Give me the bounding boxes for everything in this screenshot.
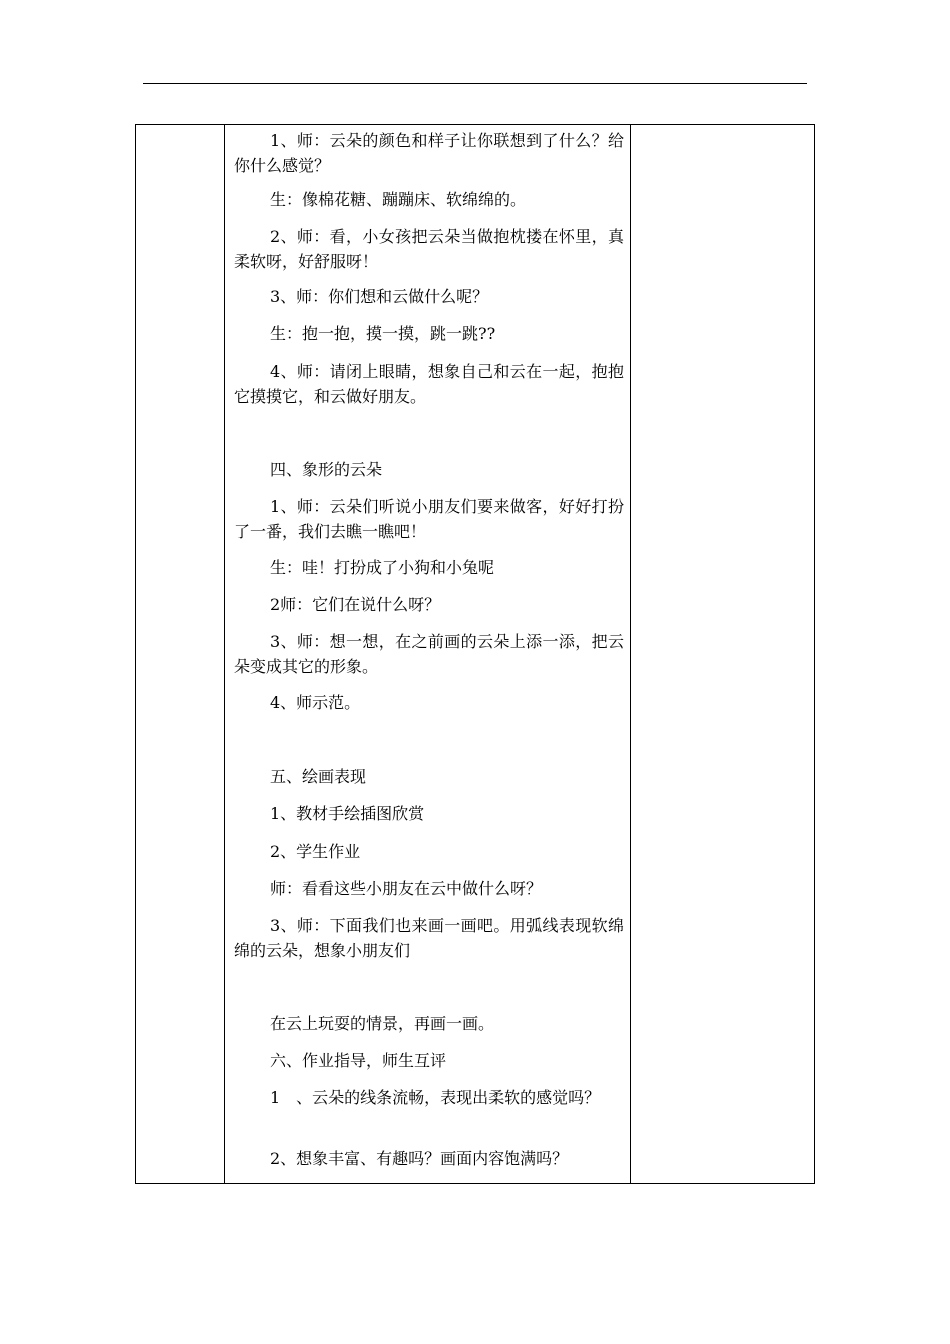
paragraph: 师：看看这些小朋友在云中做什么呀？ — [270, 879, 543, 898]
paragraph: 1、教材手绘插图欣赏 — [270, 804, 425, 823]
paragraph: 在云上玩耍的情景，再画一画。 — [270, 1014, 495, 1033]
paragraph: 4、师示范。 — [270, 693, 361, 712]
paragraph: 生：抱一抱，摸一摸，跳一跳?? — [270, 324, 496, 343]
paragraph: 3、师：你们想和云做什么呢？ — [270, 287, 489, 306]
paragraph: 生：哇！打扮成了小狗和小兔呢 — [270, 558, 495, 577]
section-heading: 五、绘画表现 — [270, 767, 367, 786]
paragraph: 2、想象丰富、有趣吗？画面内容饱满吗？ — [270, 1149, 569, 1168]
paragraph: 1 、云朵的线条流畅，表现出柔软的感觉吗？ — [270, 1088, 601, 1107]
column-divider-left — [224, 125, 225, 1183]
paragraph: 3、师：下面我们也来画一画吧。用弧线表现软绵绵的云朵，想象小朋友们 — [234, 916, 624, 960]
section-heading: 四、象形的云朵 — [270, 460, 383, 479]
paragraph: 2、学生作业 — [270, 842, 361, 861]
paragraph: 1、师：云朵们听说小朋友们要来做客，好好打扮了一番，我们去瞧一瞧吧！ — [234, 497, 624, 541]
paragraph: 2、师：看，小女孩把云朵当做抱枕搂在怀里，真柔软呀，好舒服呀！ — [234, 227, 624, 271]
paragraph: 1、师：云朵的颜色和样子让你联想到了什么？给你什么感觉？ — [234, 131, 624, 175]
header-rule — [143, 83, 807, 84]
paragraph: 生：像棉花糖、蹦蹦床、软绵绵的。 — [270, 190, 527, 209]
section-heading: 六、作业指导，师生互评 — [270, 1051, 447, 1070]
paragraph: 3、师：想一想，在之前画的云朵上添一添，把云朵变成其它的形象。 — [234, 632, 624, 676]
paragraph: 2师：它们在说什么呀？ — [270, 595, 441, 614]
column-divider-right — [630, 125, 631, 1183]
paragraph: 4、师：请闭上眼睛，想象自己和云在一起，抱抱它摸摸它，和云做好朋友。 — [234, 362, 624, 406]
